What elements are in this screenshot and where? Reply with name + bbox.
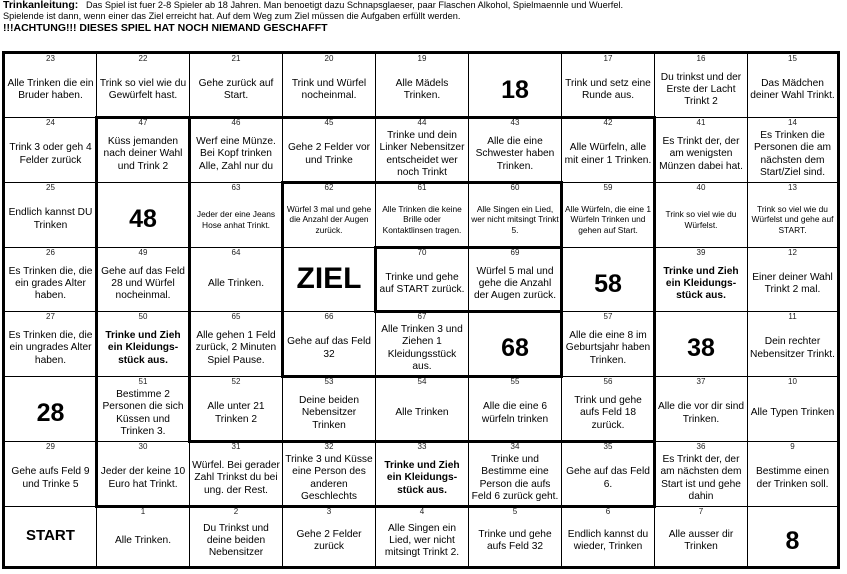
board-field (190, 183, 283, 248)
field-task: Alle Trinken. (114, 534, 172, 546)
field-task: 8 (785, 526, 800, 555)
field-task: Alle Würfeln, die eine 1 Würfeln Trinken und gehen auf Start. (564, 204, 652, 235)
field-number: 37 (696, 377, 706, 386)
field-number: 3 (326, 507, 332, 516)
field-number: 13 (788, 183, 797, 192)
field-number: 36 (696, 442, 706, 451)
board-field (283, 442, 376, 507)
board-field (469, 183, 562, 248)
field-task: Alle gehen 1 Feld zurück, 2 Minuten Spiel Pause. (195, 330, 277, 366)
board-field (376, 54, 469, 118)
field-number: 54 (417, 377, 427, 386)
board-field (562, 312, 655, 377)
field-task: Trink und gehe aufs Feld 18 zurück. (574, 395, 642, 431)
board-field (748, 312, 837, 377)
field-task: Gehe auf das Feld 32 (287, 336, 371, 360)
field-task: Gehe auf das Feld 6. (566, 466, 650, 490)
field-task: Es Trinken die, die ein grades Alter haben. (8, 265, 93, 302)
field-number: 14 (788, 118, 797, 127)
board-field (562, 118, 655, 183)
field-task: Trinke 3 und Küsse eine Person des anderen Geschlechts (285, 453, 373, 502)
field-task: Würfel 5 mal und gehe die Anzahl der Augen zurück. (473, 265, 557, 302)
board-field (5, 377, 97, 442)
board-field (562, 183, 655, 248)
field-task: Es Trinkt der, der am wenigsten Münzen dabei hat. (659, 136, 743, 172)
field-task: Endlich kannst DU Trinken (8, 207, 93, 231)
board-field (5, 442, 97, 507)
board-field (748, 54, 837, 118)
field-task: Küss jemanden nach deiner Wahl und Trink 2 (103, 136, 183, 172)
board-field (190, 248, 283, 312)
field-number: 66 (324, 312, 334, 321)
field-task: Trinke und gehe auf START zurück. (379, 271, 465, 295)
field-number: 9 (790, 442, 795, 451)
board-field (190, 118, 283, 183)
field-number: 65 (231, 312, 241, 321)
field-task: Alle Typen Trinken (750, 407, 835, 419)
field-number: 47 (138, 118, 148, 127)
board-field (469, 54, 562, 118)
board-field (748, 377, 837, 442)
board-field (283, 377, 376, 442)
field-task: Es Trinkt der, der am nächsten dem Start ist und gehe dahin (660, 453, 742, 502)
field-number: 51 (138, 377, 148, 386)
field-task: Trink und setz eine Runde aus. (565, 77, 651, 101)
field-number: 60 (510, 183, 520, 192)
field-number: 62 (324, 183, 334, 192)
field-task: Jeder der eine Jeans Hose anhat Trinkt. (196, 209, 276, 230)
board-field (655, 377, 748, 442)
board-field (655, 183, 748, 248)
field-number: 23 (46, 54, 55, 63)
board-field (562, 248, 655, 312)
board-field (376, 442, 469, 507)
field-task: Trinke und dein Linker Nebensitzer entscheidet wer noch Trinkt (379, 129, 465, 178)
field-number: 34 (510, 442, 520, 451)
field-task: Einer deiner Wahl Trinkt 2 mal. (752, 271, 833, 295)
field-number: 33 (417, 442, 427, 451)
field-number: 69 (510, 248, 520, 257)
field-task: Du trinkst und der Erste der Lacht Trinkt 2 (660, 71, 742, 108)
field-task: Würfel 3 mal und gehe die Anzahl der Augen zurück. (286, 204, 372, 235)
board-field (376, 118, 469, 183)
field-number: 26 (46, 248, 55, 257)
field-number: 50 (138, 312, 148, 321)
board-field (190, 312, 283, 377)
field-task: Trinke und Zieh ein Kleidungs-stück aus. (384, 460, 460, 496)
field-task: Gehe aufs Feld 9 und Trinke 5 (11, 466, 90, 490)
field-number: 44 (417, 118, 427, 127)
field-number: 45 (324, 118, 334, 127)
field-number: 12 (788, 248, 797, 257)
field-number: 24 (46, 118, 55, 127)
field-task: Alle Würfeln, alle mit einer 1 Trinken. (564, 142, 652, 166)
board-field (190, 54, 283, 118)
field-task: Werf eine Münze. Bei Kopf trinken Alle, Zahl nur du (196, 136, 276, 172)
field-task: Alle ausser dir Trinken (668, 528, 734, 552)
field-number: 40 (696, 183, 706, 192)
field-task: Deine beiden Nebensitzer Trinken (298, 395, 360, 431)
field-task: Trink 3 oder geh 4 Felder zurück (9, 142, 92, 166)
board-field (97, 377, 190, 442)
board-field (562, 54, 655, 118)
board-field (190, 377, 283, 442)
field-number: 30 (138, 442, 148, 451)
field-number: 25 (46, 183, 55, 192)
field-task: Trink so viel wie du Gewürfelt hast. (99, 77, 187, 101)
field-task: Alle Trinken die keine Brille oder Kontaktlinsen tragen. (382, 204, 462, 235)
field-task: Alle Singen ein Lied, wer nicht mitsingt Trinkt 5. (471, 204, 559, 235)
board-field (748, 183, 837, 248)
board-field (97, 248, 190, 312)
field-task: Du Trinkst und deine beiden Nebensitzer (203, 522, 269, 559)
field-task: Trinke und Zieh ein Kleidungs-stück aus. (105, 330, 181, 366)
field-task: Gehe auf das Feld 28 und Würfel nocheinmal. (101, 265, 185, 302)
field-task: Alle Trinken die ein Bruder haben. (7, 77, 94, 101)
field-number: 35 (603, 442, 613, 451)
field-task: Endlich kannst du wieder, Trinken (567, 528, 649, 552)
board-field (97, 442, 190, 507)
board-field (283, 118, 376, 183)
board-field (283, 248, 376, 312)
board-field (5, 183, 97, 248)
field-number: 21 (231, 54, 241, 63)
board-field (748, 118, 837, 183)
field-number: 49 (138, 248, 148, 257)
warning-text: !!!ACHTUNG!!! DIESES SPIEL HAT NOCH NIEMAND GESCHAFFT (3, 22, 328, 34)
field-task: Es Trinken die Personen die am nächsten dem Start/Ziel sind. (753, 129, 832, 178)
field-task: 28 (36, 399, 65, 428)
board-field (376, 183, 469, 248)
field-number: 22 (138, 54, 148, 63)
board-field (655, 442, 748, 507)
field-task: Alle die vor dir sind Trinken. (657, 401, 745, 425)
field-task: Trink und Würfel nocheinmal. (291, 77, 367, 101)
board-field (655, 507, 748, 566)
board-field (655, 248, 748, 312)
field-task: Gehe 2 Felder zurück (296, 528, 362, 552)
board-field (376, 507, 469, 566)
board-field (283, 312, 376, 377)
field-number: 43 (510, 118, 520, 127)
field-number: 67 (417, 312, 427, 321)
field-number: 46 (231, 118, 241, 127)
board-field (655, 312, 748, 377)
field-task: Dein rechter Nebensitzer Trinkt. (750, 336, 835, 360)
board-field (376, 248, 469, 312)
field-task: Das Mädchen deiner Wahl Trinkt. (750, 77, 835, 101)
field-task: Würfel. Bei gerader Zahl Trinkst du bei ung. der Rest. (192, 460, 280, 496)
field-number: 15 (788, 54, 797, 63)
field-task: Bestimme einen der Trinken soll. (755, 466, 830, 490)
field-task: Alle Trinken (395, 407, 449, 419)
board-field (283, 507, 376, 566)
field-number: 16 (696, 54, 706, 63)
field-number: 2 (233, 507, 239, 516)
field-number: 39 (696, 248, 706, 257)
field-number: 11 (788, 312, 797, 321)
field-number: 5 (512, 507, 518, 516)
field-number: 4 (419, 507, 425, 516)
field-number: 29 (46, 442, 55, 451)
field-task: Alle die eine 8 im Geburtsjahr haben Trinken. (565, 330, 651, 366)
board-field (97, 312, 190, 377)
board-field (283, 183, 376, 248)
field-number: 32 (324, 442, 334, 451)
field-task: Trinke und Bestimme eine Person die aufs Feld 6 zurück geht. (471, 453, 559, 502)
field-task: 48 (129, 205, 157, 234)
board-field (562, 377, 655, 442)
field-task: START (26, 527, 75, 545)
board-field (469, 248, 562, 312)
field-number: 27 (46, 312, 55, 321)
board-field (748, 442, 837, 507)
instructions-header (3, 0, 843, 34)
board-field (190, 507, 283, 566)
field-task: Gehe 2 Felder vor und Trinke (287, 142, 371, 166)
field-number: 31 (231, 442, 241, 451)
instructions-line-1: Das Spiel ist fuer 2-8 Spieler ab 18 Jahren. Man benoetigt dazu Schnapsglaeser, paar Flaschen Alkohol, Spielmaennle und Wuerfel. (85, 0, 624, 10)
field-task: 68 (501, 334, 529, 363)
field-number: 63 (231, 183, 241, 192)
board-field (97, 118, 190, 183)
instructions-title: Trinkanleitung: (3, 0, 79, 11)
field-task: Es Trinken die, die ein ungrades Alter haben. (8, 330, 93, 366)
field-task: 58 (594, 269, 622, 298)
field-number: 52 (231, 377, 241, 386)
board-field (283, 54, 376, 118)
field-task: Alle Mädels Trinken. (395, 77, 449, 101)
board-field (469, 312, 562, 377)
board-field (562, 507, 655, 566)
board-field (376, 312, 469, 377)
field-number: 61 (417, 183, 427, 192)
field-number: 20 (324, 54, 334, 63)
field-task: Trinke und Zieh ein Kleidungs-stück aus. (663, 265, 739, 302)
board-field (748, 507, 837, 566)
field-task: ZIEL (296, 262, 362, 296)
board-field (376, 377, 469, 442)
board-field (97, 54, 190, 118)
field-number: 53 (324, 377, 334, 386)
field-number: 7 (698, 507, 704, 516)
field-number: 70 (417, 248, 427, 257)
board-field (469, 507, 562, 566)
board-field (562, 442, 655, 507)
game-board (2, 51, 840, 569)
board-field (190, 442, 283, 507)
field-task: Trink so viel wie du Würfelst und gehe auf START. (751, 204, 834, 235)
field-number: 41 (696, 118, 706, 127)
board-field (5, 507, 97, 566)
field-number: 64 (231, 248, 241, 257)
field-number: 59 (603, 183, 613, 192)
field-task: Alle Trinken. (207, 277, 265, 289)
field-number: 42 (603, 118, 613, 127)
board-field (97, 507, 190, 566)
field-task: Jeder der keine 10 Euro hat Trinkt. (100, 466, 186, 490)
field-number: 19 (417, 54, 427, 63)
board-field (655, 54, 748, 118)
field-task: Gehe zurück auf Start. (198, 77, 274, 101)
field-task: Bestimme 2 Personen die sich Küssen und Trinken 3. (102, 388, 184, 437)
board-field (655, 118, 748, 183)
field-task: Alle Singen ein Lied, wer nicht mitsingt Trinkt 2. (384, 522, 460, 559)
board-field (5, 312, 97, 377)
field-task: 38 (687, 334, 715, 363)
field-number: 57 (603, 312, 613, 321)
field-task: Alle die eine Schwester haben Trinken. (475, 136, 555, 172)
board-field (748, 248, 837, 312)
field-task: 18 (501, 75, 529, 104)
board-field (469, 118, 562, 183)
board-field (5, 118, 97, 183)
field-number: 55 (510, 377, 520, 386)
instructions-line-2: Spielende ist dann, wenn einer das Ziel erreicht hat. Auf dem Weg zum Ziel müssen die Aufgaben erfüllt werden. (3, 11, 461, 21)
field-task: Alle die eine 6 würfeln trinken (481, 401, 549, 425)
field-number: 17 (603, 54, 613, 63)
board-field (5, 54, 97, 118)
board-field (97, 183, 190, 248)
field-number: 6 (605, 507, 611, 516)
board-field (5, 248, 97, 312)
field-task: Trink so viel wie du Würfelst. (665, 209, 737, 230)
field-number: 10 (788, 377, 797, 386)
field-number: 1 (140, 507, 146, 516)
board-field (469, 377, 562, 442)
field-number: 56 (603, 377, 613, 386)
field-task: Alle Trinken 3 und Ziehen 1 Kleidungsstück aus. (381, 323, 463, 372)
board-field (469, 442, 562, 507)
field-task: Alle unter 21 Trinken 2 (207, 401, 265, 425)
field-task: Trinke und gehe aufs Feld 32 (478, 528, 552, 552)
